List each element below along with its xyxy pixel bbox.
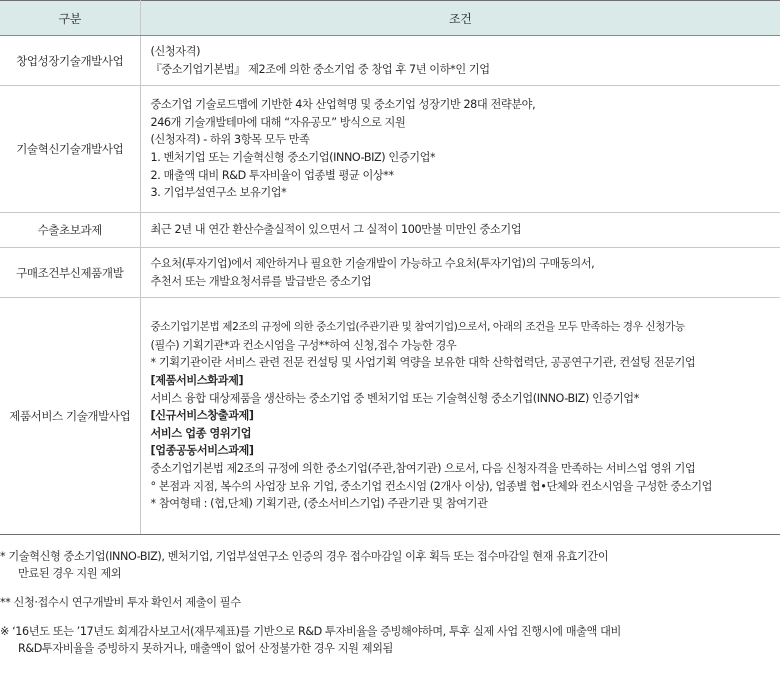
- table-row: [0, 36, 780, 86]
- header-condition: 조건: [140, 1, 780, 36]
- condition-line: 1. 벤처기업 또는 기술혁신형 중소기업(INNO-BIZ) 인증기업*: [150, 151, 436, 164]
- table-row: [0, 86, 780, 213]
- footnote-line: R&D투자비율을 증빙하지 못하거나, 매출액이 없어 산정불가한 경우 지원 제외됨: [18, 642, 393, 655]
- condition-line: (신청자격) - 하위 3항목 모두 만족: [150, 133, 310, 147]
- footnotes: [0, 548, 780, 669]
- row-condition: [140, 298, 780, 535]
- condition-line: 중소기업기본법 제2조의 규정에 의한 중소기업(주관,참여기관) 으로서, 다음 신청자격을 만족하는 서비스업 영위 기업: [150, 461, 696, 475]
- row-condition: [140, 213, 780, 248]
- table-row: [0, 298, 780, 535]
- condition-line: 추천서 또는 개발요청서류를 발급받은 중소기업: [150, 274, 372, 288]
- condition-line: 서비스 업종 영위기업: [150, 426, 252, 440]
- footnote: [0, 548, 780, 582]
- row-category: 구매조건부신제품개발: [0, 248, 140, 298]
- condition-line: 서비스 융합 대상제품을 생산하는 중소기업 중 벤처기업 또는 기술혁신형 중소기업(INNO-BIZ) 인증기업*: [150, 391, 639, 405]
- condition-line: * 기획기관이란 서비스 관련 전문 컨설팅 및 사업기획 역량을 보유한 대학 산학협력단, 공공연구기관, 컨설팅 전문기업: [150, 356, 696, 370]
- condition-line: 2. 매출액 대비 R&D 투자비율이 업종별 평균 이상**: [150, 168, 394, 182]
- condition-line: 246개 기술개발테마에 대해 “자유공모” 방식으로 지원: [150, 115, 406, 129]
- subsection-heading: [업종공동서비스과제]: [150, 444, 254, 458]
- condition-line: ° 본점과 지점, 복수의 사업장 보유 기업, 중소기업 컨소시엄 (2개사 이상), 업종별 협•단체와 컨소시엄을 구성한 중소기업: [150, 479, 713, 493]
- condition-line: 최근 2년 내 연간 환산수출실적이 있으면서 그 실적이 100만불 미만인 중소기업: [150, 223, 522, 237]
- condition-line: 『중소기업기본법』 제2조에 의한 중소기업 중 창업 후 7년 이하*인 기업: [150, 62, 490, 76]
- subsection-heading: [신규서비스창출과제]: [150, 409, 254, 423]
- subsection-heading: [제품서비스화과제]: [150, 374, 244, 388]
- condition-line: 중소기업 기술로드맵에 기반한 4차 산업혁명 및 중소기업 성장기반 28대 전략분야,: [150, 98, 536, 112]
- row-condition: [140, 248, 780, 298]
- table-header-row: [0, 1, 780, 36]
- condition-line: 3. 기업부설연구소 보유기업*: [150, 186, 287, 200]
- table-row: [0, 248, 780, 298]
- row-condition: [140, 86, 780, 213]
- footnote-line: * 기술혁신형 중소기업(INNO-BIZ), 벤처기업, 기업부설연구소 인증의 경우 접수마감일 이후 획득 또는 접수마감일 현재 유효기간이: [0, 550, 609, 563]
- condition-line: (필수) 기획기관*과 컨소시엄을 구성**하여 신청,접수 가능한 경우: [150, 338, 457, 352]
- row-condition: [140, 36, 780, 86]
- condition-line: 수요처(투자기업)에서 제안하거나 필요한 기술개발이 가능하고 수요처(투자기업)의 구매동의서,: [150, 256, 595, 270]
- table-row: [0, 213, 780, 248]
- row-category: 수출초보과제: [0, 213, 140, 248]
- row-category: 창업성장기술개발사업: [0, 36, 140, 86]
- condition-line: * 참여형태 : (협,단체) 기획기관, (중소서비스기업) 주관기관 및 참여기관: [150, 497, 488, 511]
- row-category: 기술혁신기술개발사업: [0, 86, 140, 213]
- row-category: 제품서비스 기술개발사업: [0, 298, 140, 535]
- condition-line: (신청자격): [150, 44, 201, 58]
- footnote: [0, 594, 780, 611]
- footnote-line: 만료된 경우 지원 제외: [18, 567, 122, 580]
- footnote: [0, 623, 780, 657]
- footnote-line: ** 신청·접수시 연구개발비 투자 확인서 제출이 필수: [0, 596, 241, 609]
- footnote-line: ※ ‘16년도 또는 ’17년도 회계감사보고서(재무제표)를 기반으로 R&D 투자비율을 증빙해야하며, 투후 실제 사업 진행시에 매출액 대비: [0, 625, 621, 638]
- header-category: 구분: [0, 1, 140, 36]
- condition-line: 중소기업기본법 제2조의 규정에 의한 중소기업(주관기관 및 참여기업)으로서, 아래의 조건을 모두 만족하는 경우 신청가능: [150, 321, 685, 334]
